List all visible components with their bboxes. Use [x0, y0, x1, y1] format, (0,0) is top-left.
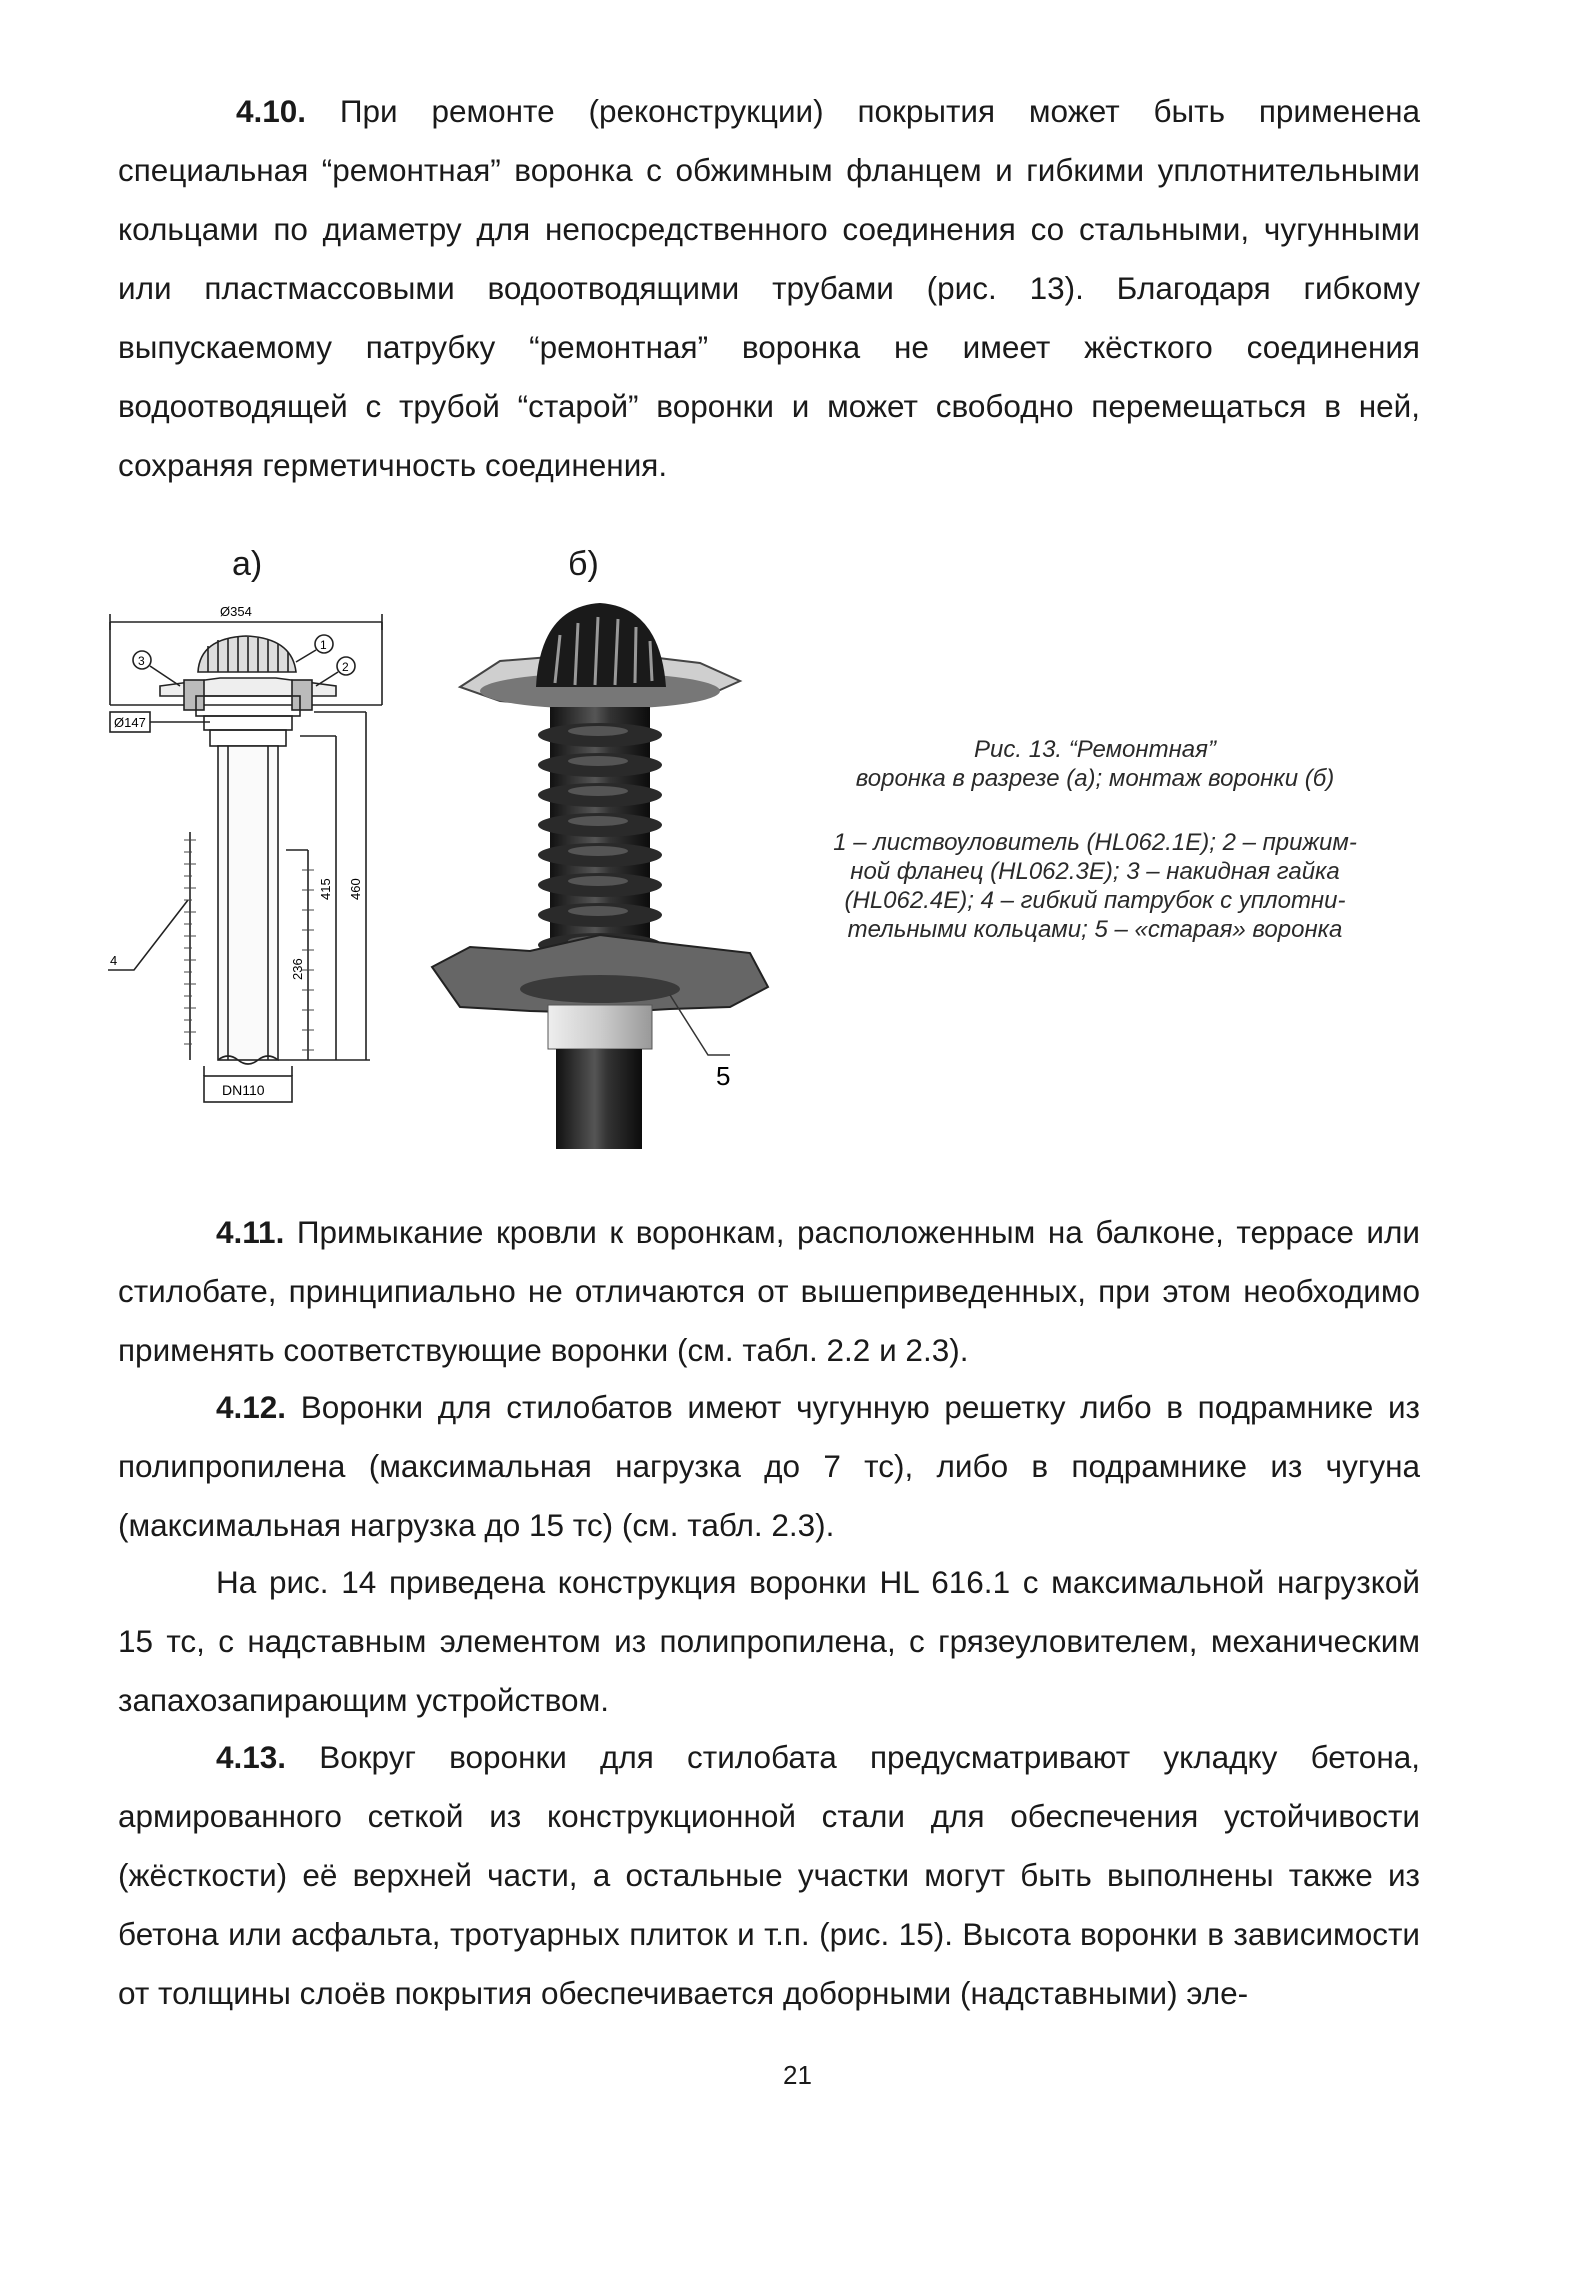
- figure-caption: [770, 735, 1420, 793]
- pipe-label: DN110: [222, 1082, 265, 1098]
- caption-line-2: воронка в разрезе (а); монтаж воронки (б): [855, 765, 1335, 792]
- dim-415: 415: [318, 878, 333, 900]
- section-number: 4.13.: [216, 1739, 287, 1775]
- legend-line-2: ной фланец (HL062.3E); 3 – накидная гайка: [850, 858, 1340, 885]
- caption-line-1: Рис. 13. “Ремонтная”: [974, 736, 1216, 763]
- paragraph-text: При ремонте (реконструкции) покрытия может быть применена специальная “ремонтная” воронка с обжимным фланцем и гибкими уплотнительными кольцами по диаметру для непосредственного соединения со стальными, чугунными или пластмассовыми водоотводящими трубами (рис. 13). Благодаря гибкому выпускаемому патрубку “ремонтная” воронка не имеет жёсткого соединения водоотводящей с трубой “старой” воронки и может свободно перемещаться в ней, сохраняя герметичность соединения.: [118, 93, 1420, 483]
- callout-2: 2: [342, 660, 349, 674]
- paragraph-4-12: [118, 1378, 1420, 1555]
- paragraph-4-13: [118, 1728, 1420, 2023]
- dim-left: Ø147: [114, 715, 146, 730]
- section-number: 4.12.: [216, 1389, 287, 1425]
- figure-label-a: а): [232, 545, 263, 583]
- section-number: 4.11.: [216, 1214, 285, 1250]
- dim-460: 460: [348, 878, 363, 900]
- installation-photo: [430, 595, 770, 1155]
- callout-4: 4: [110, 953, 118, 968]
- section-number: 4.10.: [236, 93, 307, 129]
- dim-236: 236: [290, 958, 305, 980]
- callout-1: 1: [320, 638, 327, 652]
- legend-line-4: тельными кольцами; 5 – «старая» воронка: [847, 916, 1343, 943]
- section-drawing: [100, 600, 420, 1120]
- photo-callout-5: 5: [716, 1061, 731, 1091]
- paragraph-text: Примыкание кровли к воронкам, расположенным на балконе, террасе или стилобате, принципиально не отличаются от вышеприведенных, при этом необходимо применять соответствующие воронки (см. табл. 2.2 и 2.3).: [118, 1214, 1420, 1368]
- legend-line-3: (HL062.4E); 4 – гибкий патрубок с уплотни-: [844, 887, 1346, 914]
- paragraph-fig14: [118, 1553, 1420, 1730]
- figure-label-b: б): [568, 545, 599, 583]
- paragraph-4-11: [118, 1203, 1420, 1380]
- figure-legend: [770, 828, 1420, 944]
- paragraph-text: Воронки для стилобатов имеют чугунную решетку либо в подрамнике из полипропилена (максимальная нагрузка до 7 тс), либо в подрамнике из чугуна (максимальная нагрузка до 15 тс) (см. табл. 2.3).: [118, 1389, 1420, 1543]
- paragraph-text: На рис. 14 приведена конструкция воронки HL 616.1 с максимальной нагрузкой 15 тс, с надставным элементом из полипропилена, с грязеуловителем, механическим запахозапирающим устройством.: [118, 1564, 1420, 1718]
- callout-3: 3: [138, 654, 145, 668]
- paragraph-text: Вокруг воронки для стилобата предусматривают укладку бетона, армированного сеткой из конструкционной стали для обеспечения устойчивости (жёсткости) её верхней части, а остальные участки могут быть выполнены также из бетона или асфальта, тротуарных плиток и т.п. (рис. 15). Высота воронки в зависимости от толщины слоёв покрытия обеспечивается доборными (надставными) эле-: [118, 1739, 1420, 2011]
- legend-line-1: 1 – листвоуловитель (HL062.1E); 2 – прижим-: [833, 829, 1357, 856]
- dim-top: Ø354: [220, 604, 252, 619]
- paragraph-4-10: [118, 82, 1420, 495]
- page-number: 21: [783, 2060, 812, 2090]
